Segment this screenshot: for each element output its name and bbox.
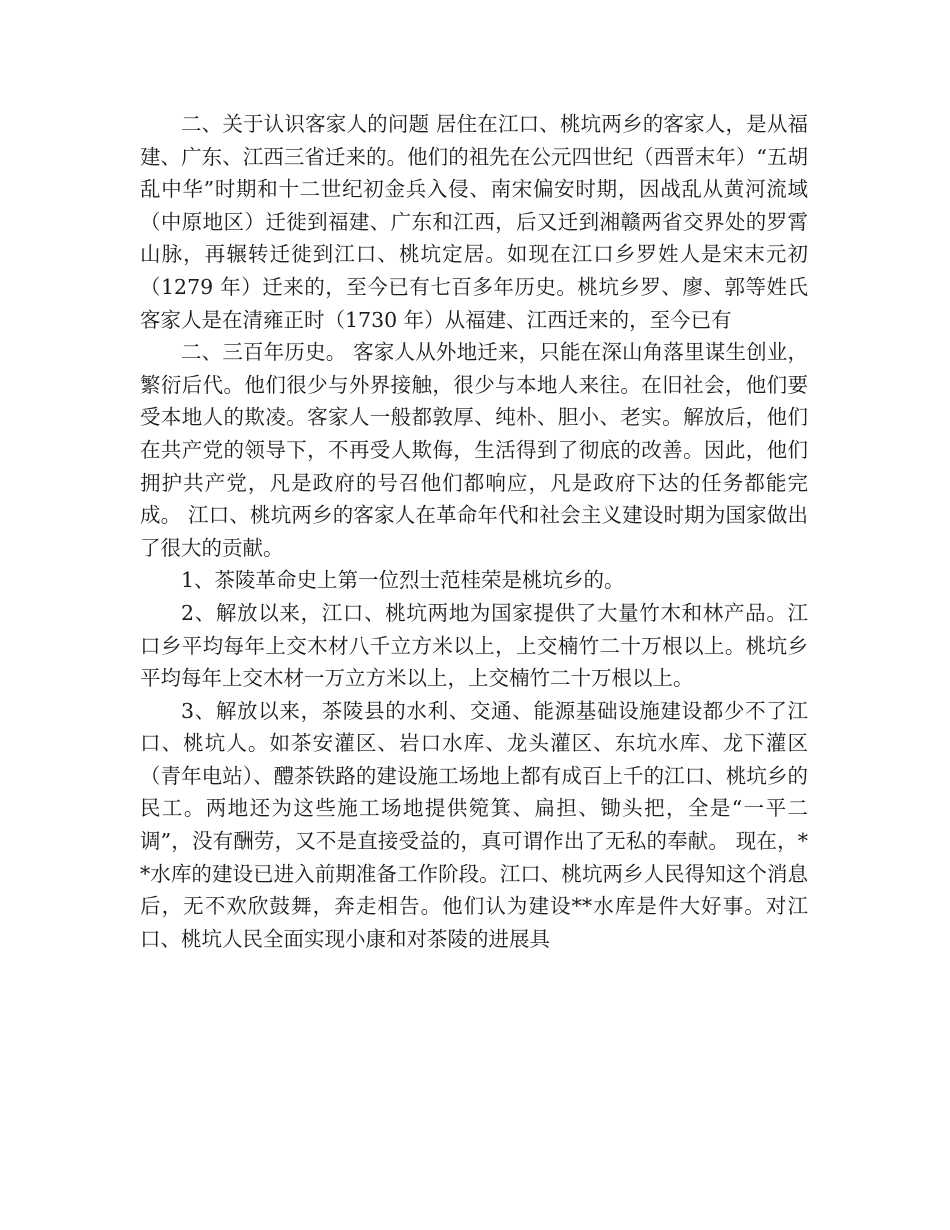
paragraph-point-3: 3、解放以来，茶陵县的水利、交通、能源基础设施建设都少不了江口、桃坑人。如茶安灌区、岩口水库、龙头灌区、东坑水库、龙下灌区（青年电站）、醴茶铁路的建设施工场地上都有成百上千的江口、桃坑乡的民工。两地还为这些施工场地提供箢箕、扁担、锄头把，全是“一平二调”，没有酬劳，又不是直接受益的，真可谓作出了无私的奉献。 现在，**水库的建设已进入前期准备工作阶段。江口、桃坑两乡人民得知这个消息后，无不欢欣鼓舞，奔走相告。他们认为建设**水库是件大好事。对江口、桃坑人民全面实现小康和对茶陵的进展具 <box>140 698 808 951</box>
paragraph-hakka-character: 二、三百年历史。 客家人从外地迁来，只能在深山角落里谋生创业，繁衍后代。他们很少与外界接触，很少与本地人来往。在旧社会，他们要受本地人的欺凌。客家人一般都敦厚、纯朴、胆小、老实。解放后，他们在共产党的领导下，不再受人欺侮，生活得到了彻底的改善。因此，他们拥护共产党，凡是政府的号召他们都响应，凡是政府下达的任务都能完成。 江口、桃坑两乡的客家人在革命年代和社会主义建设时期为国家做出了很大的贡献。 <box>140 340 808 560</box>
paragraph-hakka-origins: 二、关于认识客家人的问题 居住在江口、桃坑两乡的客家人，是从福建、广东、江西三省迁来的。他们的祖先在公元四世纪（西晋末年）“五胡乱中华”时期和十二世纪初金兵入侵、南宋偏安时期，因战乱从黄河流域（中原地区）迁徙到福建、广东和江西，后又迁到湘赣两省交界处的罗霄山脉，再辗转迁徙到江口、桃坑定居。如现在江口乡罗姓人是宋末元初（1279 年）迁来的，至今已有七百多年历史。桃坑乡罗、廖、郭等姓氏客家人是在清雍正时（1730 年）从福建、江西迁来的，至今已有 <box>140 112 808 332</box>
paragraph-point-2: 2、解放以来，江口、桃坑两地为国家提供了大量竹木和林产品。江口乡平均每年上交木材八千立方米以上，上交楠竹二十万根以上。桃坑乡平均每年上交木材一万立方米以上，上交楠竹二十万根以上。 <box>140 600 808 691</box>
paragraph-point-1: 1、茶陵革命史上第一位烈士范桂荣是桃坑乡的。 <box>181 568 625 593</box>
document-body <box>140 108 808 955</box>
